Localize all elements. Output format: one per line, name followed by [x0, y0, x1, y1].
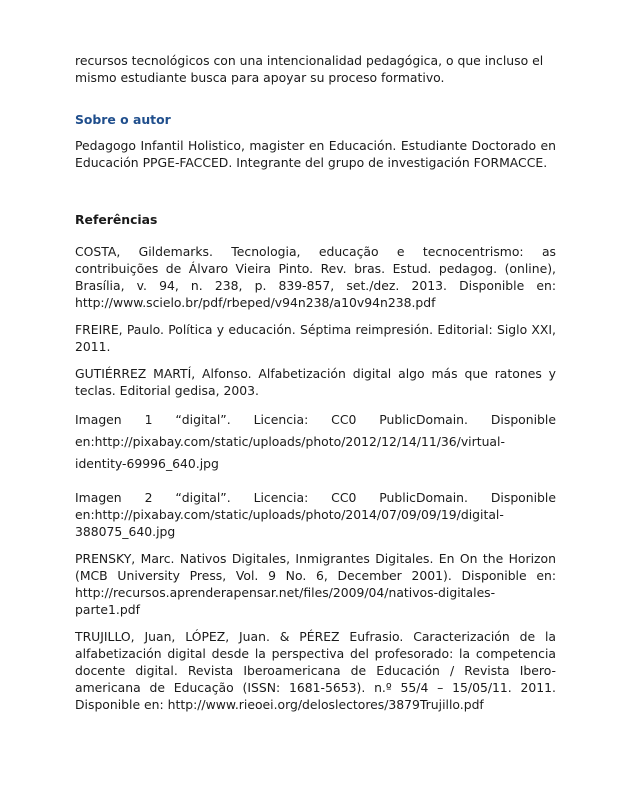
intro-line-2: mismo estudiante busca para apoyar su proceso formativo.	[75, 70, 445, 85]
reference-prensky: PRENSKY, Marc. Nativos Digitales, Inmigrantes Digitales. En On the Horizon (MCB University Press, Vol. 9 No. 6, December 2001). Disponible en: http://recursos.aprenderapensar.net/files/2009/04/nativos-digitales-parte1.pdf	[75, 551, 556, 617]
reference-gutierrez: GUTIÉRREZ MARTÍ, Alfonso. Alfabetización digital algo más que ratones y teclas. Editorial gedisa, 2003.	[75, 366, 556, 398]
intro-line-1: recursos tecnológicos con una intencionalidad pedagógica, o que incluso el	[75, 53, 544, 68]
intro-paragraph	[75, 52, 556, 86]
reference-costa: COSTA, Gildemarks. Tecnologia, educação e tecnocentrismo: as contribuições de Álvaro Vieira Pinto. Rev. bras. Estud. pedagog. (online), Brasília, v. 94, n. 238, p. 839-857, set./dez. 2013. Disponible en: http://www.scielo.br/pdf/rbeped/v94n238/a10v94n238.pdf	[75, 244, 556, 310]
author-bio: Pedagogo Infantil Holistico, magister en Educación. Estudiante Doctorado en Educación PPGE-FACCED. Integrante del grupo de investigación FORMACCE.	[75, 138, 556, 170]
reference-imagen-2: Imagen 2 “digital”. Licencia: CC0 PublicDomain. Disponible en:http://pixabay.com/static/uploads/photo/2014/07/09/09/19/digital-388075_640.jpg	[75, 490, 556, 539]
document-page	[75, 52, 556, 723]
reference-freire: FREIRE, Paulo. Política y educación. Séptima reimpresión. Editorial: Siglo XXI, 2011.	[75, 322, 556, 354]
reference-trujillo: TRUJILLO, Juan, LÓPEZ, Juan. & PÉREZ Eufrasio. Caracterización de la alfabetización digital desde la perspectiva del profesorado: la competencia docente digital. Revista Iberoamericana de Educación / Revista Ibero-americana de Educação (ISSN: 1681-5653). n.º 55/4 – 15/05/11. 2011. Disponible en: http://www.rieoei.org/deloslectores/3879Trujillo.pdf	[75, 629, 556, 712]
references-heading: Referências	[75, 212, 158, 227]
reference-imagen-1: Imagen 1 “digital”. Licencia: CC0 PublicDomain. Disponible en:http://pixabay.com/static/uploads/photo/2012/12/14/11/36/virtual-identity-69996_640.jpg	[75, 412, 556, 471]
author-heading: Sobre o autor	[75, 112, 171, 127]
